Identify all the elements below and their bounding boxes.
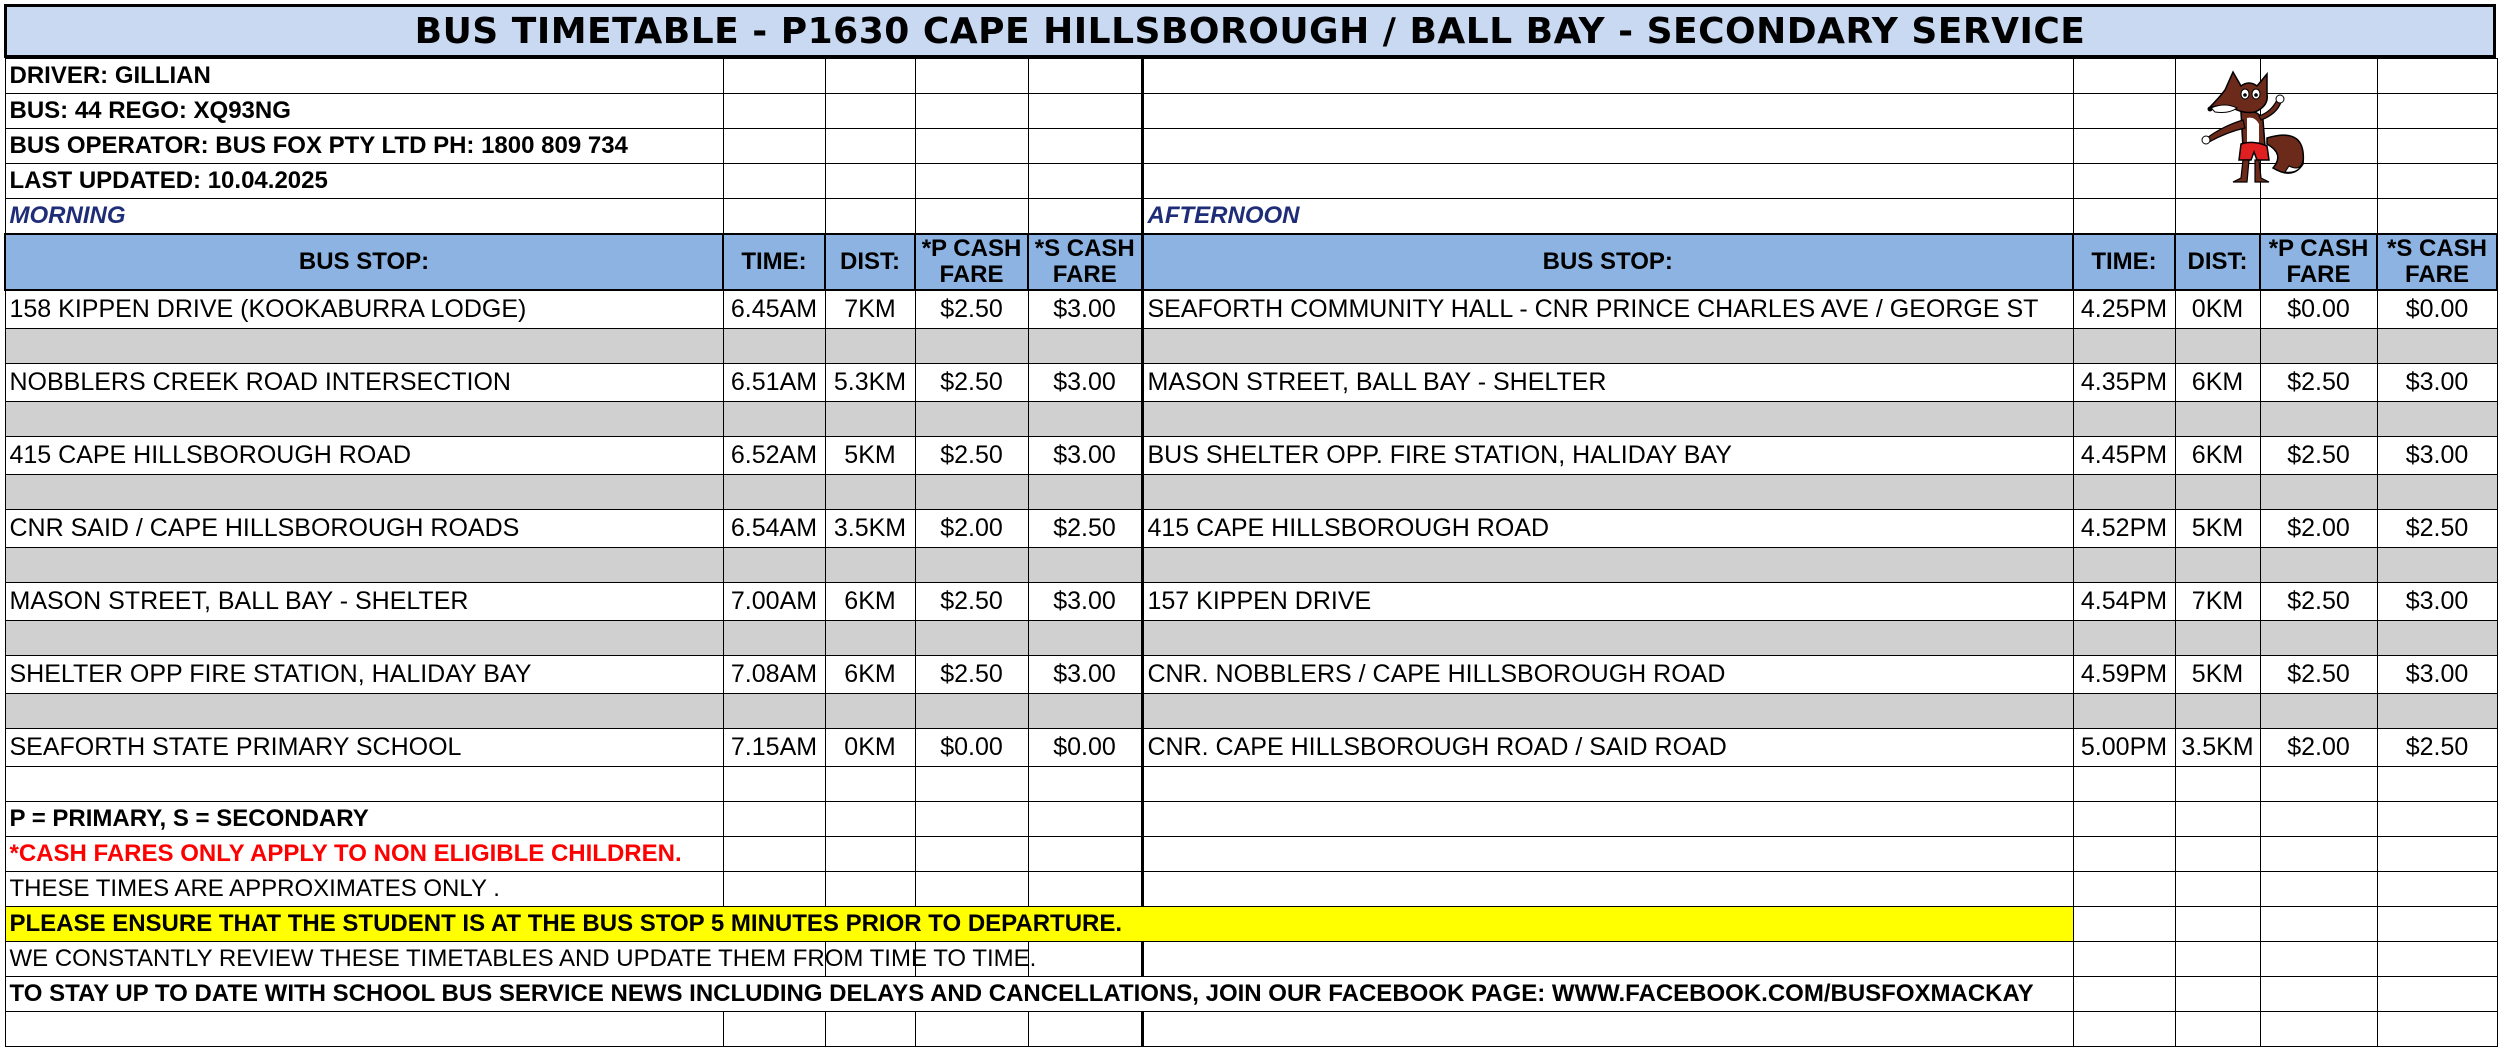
cash-fare-note: *CASH FARES ONLY APPLY TO NON ELIGIBLE CHILDREN. (5, 837, 723, 872)
am-stop: 415 CAPE HILLSBOROUGH ROAD (5, 437, 723, 475)
am-dist: 5KM (825, 437, 915, 475)
am-time: 7.00AM (723, 583, 825, 621)
am-s-fare: $2.50 (1028, 510, 1142, 548)
afternoon-label: AFTERNOON (1142, 199, 2073, 235)
bus-info: BUS: 44 REGO: XQ93NG (5, 94, 723, 129)
driver-info: DRIVER: GILLIAN (5, 59, 723, 94)
morning-label: MORNING (5, 199, 723, 235)
am-s-fare: $0.00 (1028, 729, 1142, 767)
table-row (5, 656, 2497, 694)
am-dist: 3.5KM (825, 510, 915, 548)
am-s-fare-header: *S CASH FARE (1028, 234, 1142, 290)
operator-info: BUS OPERATOR: BUS FOX PTY LTD PH: 1800 809 734 (5, 129, 723, 164)
am-dist-header: DIST: (825, 234, 915, 290)
pm-p-fare-header: *P CASH FARE (2260, 234, 2377, 290)
approx-note: THESE TIMES ARE APPROXIMATES ONLY . (5, 872, 723, 907)
pm-stop: SEAFORTH COMMUNITY HALL - CNR PRINCE CHARLES AVE / GEORGE ST (1142, 290, 2073, 329)
am-s-fare: $3.00 (1028, 656, 1142, 694)
departure-warning: PLEASE ENSURE THAT THE STUDENT IS AT THE BUS STOP 5 MINUTES PRIOR TO DEPARTURE. (5, 907, 2073, 942)
pm-time: 4.35PM (2073, 364, 2175, 402)
pm-s-fare: $3.00 (2377, 364, 2497, 402)
pm-stop: BUS SHELTER OPP. FIRE STATION, HALIDAY BAY (1142, 437, 2073, 475)
am-p-fare: $2.00 (915, 510, 1028, 548)
pm-time: 4.52PM (2073, 510, 2175, 548)
pm-stop: CNR. NOBBLERS / CAPE HILLSBOROUGH ROAD (1142, 656, 2073, 694)
pm-dist: 5KM (2175, 510, 2260, 548)
am-p-fare: $2.50 (915, 364, 1028, 402)
am-p-fare: $2.50 (915, 656, 1028, 694)
spacer-row (5, 329, 2497, 364)
spacer-row (5, 548, 2497, 583)
am-stop: MASON STREET, BALL BAY - SHELTER (5, 583, 723, 621)
pm-p-fare: $2.50 (2260, 583, 2377, 621)
pm-time-header: TIME: (2073, 234, 2175, 290)
pm-stop: 415 CAPE HILLSBOROUGH ROAD (1142, 510, 2073, 548)
pm-p-fare: $2.50 (2260, 437, 2377, 475)
page-title: BUS TIMETABLE - P1630 CAPE HILLSBOROUGH / BALL BAY - SECONDARY SERVICE (4, 4, 2496, 58)
am-p-fare: $0.00 (915, 729, 1028, 767)
table-row (5, 290, 2497, 329)
pm-s-fare-header: *S CASH FARE (2377, 234, 2497, 290)
table-header (5, 234, 2497, 290)
review-note: WE CONSTANTLY REVIEW THESE TIMETABLES AND UPDATE THEM FROM TIME TO TIME. (5, 942, 825, 977)
am-stop: 158 KIPPEN DRIVE (KOOKABURRA LODGE) (5, 290, 723, 329)
am-p-fare: $2.50 (915, 583, 1028, 621)
am-time: 6.54AM (723, 510, 825, 548)
spacer-row (5, 402, 2497, 437)
table-row (5, 583, 2497, 621)
pm-s-fare: $2.50 (2377, 729, 2497, 767)
spacer-row (5, 621, 2497, 656)
am-time: 7.15AM (723, 729, 825, 767)
am-p-fare-header: *P CASH FARE (915, 234, 1028, 290)
am-time: 6.51AM (723, 364, 825, 402)
table-row (5, 364, 2497, 402)
pm-stop: 157 KIPPEN DRIVE (1142, 583, 2073, 621)
facebook-note: TO STAY UP TO DATE WITH SCHOOL BUS SERVICE NEWS INCLUDING DELAYS AND CANCELLATIONS, JOIN OUR FACEBOOK PAGE: WWW.FACEBOOK.COM/BUSFOXMACKAY (5, 977, 2073, 1012)
pm-time: 5.00PM (2073, 729, 2175, 767)
fare-legend: P = PRIMARY, S = SECONDARY (5, 802, 723, 837)
am-stop: CNR SAID / CAPE HILLSBOROUGH ROADS (5, 510, 723, 548)
pm-s-fare: $3.00 (2377, 583, 2497, 621)
timetable-grid (4, 58, 2498, 1047)
am-time: 6.45AM (723, 290, 825, 329)
pm-s-fare: $2.50 (2377, 510, 2497, 548)
table-row (5, 729, 2497, 767)
am-stop: SEAFORTH STATE PRIMARY SCHOOL (5, 729, 723, 767)
pm-stop: CNR. CAPE HILLSBOROUGH ROAD / SAID ROAD (1142, 729, 2073, 767)
last-updated: LAST UPDATED: 10.04.2025 (5, 164, 723, 199)
am-time: 7.08AM (723, 656, 825, 694)
am-dist: 7KM (825, 290, 915, 329)
pm-dist: 6KM (2175, 364, 2260, 402)
pm-time: 4.54PM (2073, 583, 2175, 621)
am-s-fare: $3.00 (1028, 437, 1142, 475)
pm-p-fare: $2.50 (2260, 656, 2377, 694)
am-p-fare: $2.50 (915, 437, 1028, 475)
pm-time: 4.25PM (2073, 290, 2175, 329)
timetable-sheet (4, 4, 2496, 1044)
spacer-row (5, 475, 2497, 510)
pm-dist: 0KM (2175, 290, 2260, 329)
am-dist: 6KM (825, 583, 915, 621)
pm-s-fare: $0.00 (2377, 290, 2497, 329)
pm-time: 4.59PM (2073, 656, 2175, 694)
table-row (5, 510, 2497, 548)
am-dist: 6KM (825, 656, 915, 694)
pm-p-fare: $0.00 (2260, 290, 2377, 329)
am-dist: 0KM (825, 729, 915, 767)
pm-dist: 7KM (2175, 583, 2260, 621)
pm-stop-header: BUS STOP: (1142, 234, 2073, 290)
am-p-fare: $2.50 (915, 290, 1028, 329)
am-stop-header: BUS STOP: (5, 234, 723, 290)
am-s-fare: $3.00 (1028, 364, 1142, 402)
am-time: 6.52AM (723, 437, 825, 475)
pm-p-fare: $2.50 (2260, 364, 2377, 402)
pm-time: 4.45PM (2073, 437, 2175, 475)
pm-dist: 5KM (2175, 656, 2260, 694)
pm-s-fare: $3.00 (2377, 656, 2497, 694)
pm-stop: MASON STREET, BALL BAY - SHELTER (1142, 364, 2073, 402)
am-dist: 5.3KM (825, 364, 915, 402)
table-row (5, 437, 2497, 475)
pm-dist-header: DIST: (2175, 234, 2260, 290)
am-time-header: TIME: (723, 234, 825, 290)
pm-p-fare: $2.00 (2260, 510, 2377, 548)
am-s-fare: $3.00 (1028, 583, 1142, 621)
pm-s-fare: $3.00 (2377, 437, 2497, 475)
spacer-row (5, 694, 2497, 729)
pm-p-fare: $2.00 (2260, 729, 2377, 767)
pm-dist: 3.5KM (2175, 729, 2260, 767)
am-stop: SHELTER OPP FIRE STATION, HALIDAY BAY (5, 656, 723, 694)
am-s-fare: $3.00 (1028, 290, 1142, 329)
am-stop: NOBBLERS CREEK ROAD INTERSECTION (5, 364, 723, 402)
fox-mascot-icon (2189, 68, 2319, 188)
pm-dist: 6KM (2175, 437, 2260, 475)
